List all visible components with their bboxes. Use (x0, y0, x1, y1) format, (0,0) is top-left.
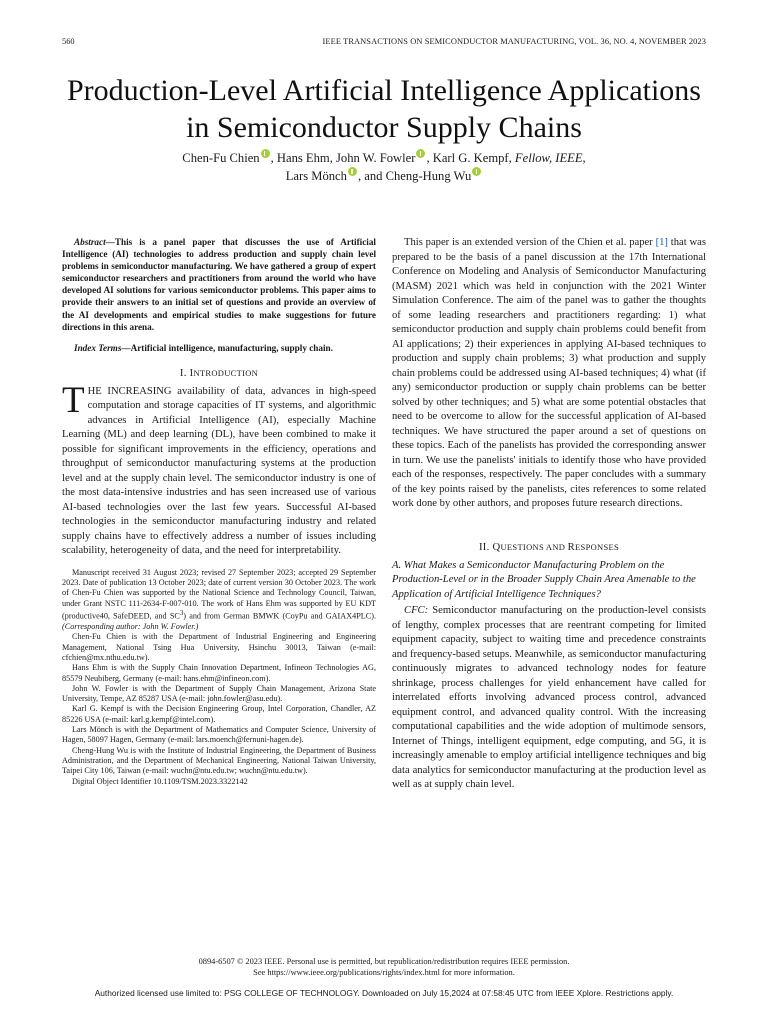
footnotes (62, 568, 376, 787)
orcid-icon[interactable] (348, 167, 357, 176)
footnote-affiliation: Chen-Fu Chien is with the Department of Industrial Engineering and Engineering Management, National Tsing Hua University, Hsinchu 30013, Taiwan (e-mail: cfchien@mx.nthu.edu.tw). (62, 632, 376, 662)
footnote-manuscript (62, 568, 376, 633)
section-numeral: I. (179, 367, 190, 379)
journal-header: IEEE TRANSACTIONS ON SEMICONDUCTOR MANUFACTURING, VOL. 36, NO. 4, NOVEMBER 2023 (322, 37, 706, 46)
heading-initial: I (189, 367, 194, 379)
copyright-notice (0, 956, 768, 978)
index-terms-label: Index Terms (74, 342, 122, 353)
title-line-1: Production-Level Artificial Intelligence Applications (67, 74, 701, 107)
heading-initial: R (567, 541, 576, 553)
paragraph-text: that was prepared to be the basis of a panel discussion at the 17th International Conference on Modeling and Analysis of Semiconductor Manufacturing (MASM) 2021 which was held in conjunction with the 2021 Winter Simulation Conference. The aim of the panel was to gather the thoughts of some leading researchers and practitioners regarding: 1) what semiconductor production and supply chain problems could benefit from AI applications; 2) their experiences in applying AI-based techniques to production and supply chain problems; 3) what production and supply chain problems could be addressed using AI-based techniques; 4) what (if any) semiconductor production or supply chain problems can be better solved by other techniques; and 5) what are some potential obstacles that need to be overcome to allow for the successful application of AI-based techniques. We have structured the paper around a set of questions on these topics. Each of the panelists has provided the corresponding answer in turn. We use the panelists' initials to identify those who have provided each of the responses, respectively. The paper concludes with a summary of the key points raised by the panelists, cites references to some related work done by other authors, and proposes future research directions. (392, 237, 706, 509)
footnote-affiliation: Lars Mönch is with the Department of Mathematics and Computer Science, University of Hagen, 58097 Hagen, Germany (e-mail: lars.moench@fernuni-hagen.de). (62, 725, 376, 745)
download-notice: Authorized licensed use limited to: PSG COLLEGE OF TECHNOLOGY. Downloaded on July 15,2024 at 07:58:45 UTC from IEEE Xplore. Restrictions apply. (94, 988, 674, 998)
heading-rest: ESPONSES (575, 541, 620, 552)
paper-title (40, 72, 728, 146)
lead-caps: HE INCREASING (87, 385, 172, 397)
right-column (392, 236, 706, 793)
heading-initial: Q (492, 541, 501, 553)
footnote-affiliation: Hans Ehm is with the Supply Chain Innovation Department, Infineon Technologies AG, 85579 Neubiberg, Germany (e-mail: hans.ehm@infineon.com). (62, 663, 376, 683)
footnote-text: ) and from German BMWK (CoyPu and GAIAX4PLC). (183, 611, 376, 621)
copyright-line-2: See https://www.ieee.org/publications/rights/index.html for more information. (253, 968, 515, 977)
abstract-text: —This is a panel paper that discusses the use of Artificial Intelligence (AI) technologies to address production and supply chain level problems in semiconductor manufacturing. We have gathered a group of expert semiconductor researchers and practitioners from around the world who have developed AI solutions for various semiconductor problems. This paper aims to provide their answers to an initial set of questions and provide an overview of the AI developments and empirical studies to make suggestions for future directions in this arena. (62, 237, 376, 332)
author-name: , Karl G. Kempf, (426, 151, 515, 165)
footnote-affiliation: Cheng-Hung Wu is with the Institute of Industrial Engineering, the Department of Business Administration, and the Department of Mechanical Engineering, National Taiwan University, Taipei City 106, Taiwan (e-mail: wuchn@ntu.edu.tw; wuchn@ntu.edu.tw). (62, 745, 376, 776)
abstract (62, 236, 376, 333)
corresponding-author: (Corresponding author: John W. Fowler.) (62, 622, 199, 632)
extended-version-paragraph (392, 236, 706, 512)
orcid-icon[interactable] (261, 149, 270, 158)
drop-cap: T (62, 379, 85, 421)
author-name: Chen-Fu Chien (182, 151, 260, 165)
subsection-heading-a: A. What Makes a Semiconductor Manufacturing Problem on the Production-Level or in the Broader Supply Chain Area Amenable to the Application of Artificial Intelligence Techniques? (392, 559, 696, 600)
author-list (90, 149, 678, 185)
author-name: , Hans Ehm, John W. Fowler (270, 151, 416, 165)
copyright-line-1: 0894-6507 © 2023 IEEE. Personal use is permitted, but republication/redistribution requires IEEE permission. (198, 957, 570, 966)
title-line-2: in Semiconductor Supply Chains (186, 111, 582, 144)
index-terms (62, 342, 376, 354)
footnote-doi: Digital Object Identifier 10.1109/TSM.2023.3322142 (72, 776, 248, 786)
page-number: 560 (62, 37, 75, 46)
author-name: Lars Mönch (285, 169, 347, 183)
footnote-text: Manuscript received 31 August 2023; revised 27 September 2023; accepted 29 September 2023. Date of publication 13 October 2023; date of current version 30 October 2023. The work of Chen-Fu Chien was supported by the National Science and Technology Council, Taiwan, under Grant NSTC 111-2634-F-007-010. The work of Hans Ehm was supported by EU KDT (productive40, SafeDEED, and SC (62, 567, 376, 621)
heading-rest: UESTIONS AND (500, 541, 568, 552)
orcid-icon[interactable] (472, 167, 481, 176)
panelist-label: CFC: (404, 605, 429, 616)
section-heading-questions (392, 542, 706, 553)
footnote-affiliation: John W. Fowler is with the Department of Supply Chain Management, Arizona State University, Tempe, AZ 85287 USA (e-mail: john.fowler@asu.edu). (62, 683, 376, 704)
paragraph-text: This paper is an extended version of the Chien et al. paper (404, 237, 656, 248)
orcid-icon[interactable] (416, 149, 425, 158)
author-name: , and Cheng-Hung Wu (357, 169, 472, 183)
footnote-affiliation: Karl G. Kempf is with the Decision Engineering Group, Intel Corporation, Chandler, AZ 85226 USA (e-mail: karl.g.kempf@intel.com). (62, 704, 376, 724)
author-role: Fellow, IEEE (514, 151, 583, 165)
author-sep: , (582, 151, 586, 165)
section-heading-introduction (62, 368, 376, 379)
footnote-superscript: 3 (179, 610, 184, 618)
heading-rest: NTRODUCTION (193, 367, 259, 378)
intro-text: availability of data, advances in high-speed computation and storage capacities of IT systems, and algorithmic advances in Artificial Intelligence (AI), especially Machine Learning (ML) and deep learning (DL), have been combined to make it possible for significant improvements in the efficiency, operations and throughput of semiconductor manufacturing systems at the production level and at the supply chain level. The semiconductor industry is one of the most data-intensive industries and has seen increased use of various AI-based technologies over the last few years. Successful AI-based technologies in the semiconductor manufacturing industry and related supply chains have to effectively address a number of issues including scalability, heterogeneity of data, and the need for interpretability. (62, 385, 376, 557)
introduction-paragraph (62, 379, 376, 559)
index-terms-text: —Artificial intelligence, manufacturing, supply chain. (121, 342, 333, 353)
cfc-paragraph (392, 604, 706, 793)
section-numeral: II. (478, 541, 493, 553)
left-column (62, 236, 376, 787)
reference-link[interactable]: [1] (655, 237, 668, 248)
paragraph-text: Semiconductor manufacturing on the production-level consists of lengthy, complex processes that are reentrant competing for limited equipment capacity, subject to waiting time and precedence constraints and frequency-based setups. Meanwhile, as semiconductor manufacturing continuously migrates to advanced technology nodes for feature shrinkage, process challenges for yield enhancement have called for interrelated efforts involving advanced process control, advanced equipment control, and advanced quality control. With the increasing computational capabilities and the wide adoption of multimode sensors, Internet of Things, intelligent equipment, edge computing, and 5G, it is increasingly amenable to employ artificial intelligence techniques and big data analytics for semiconductor manufacturing at the production level as well as at supply chain level. (392, 605, 706, 790)
abstract-label: Abstract (74, 237, 106, 247)
